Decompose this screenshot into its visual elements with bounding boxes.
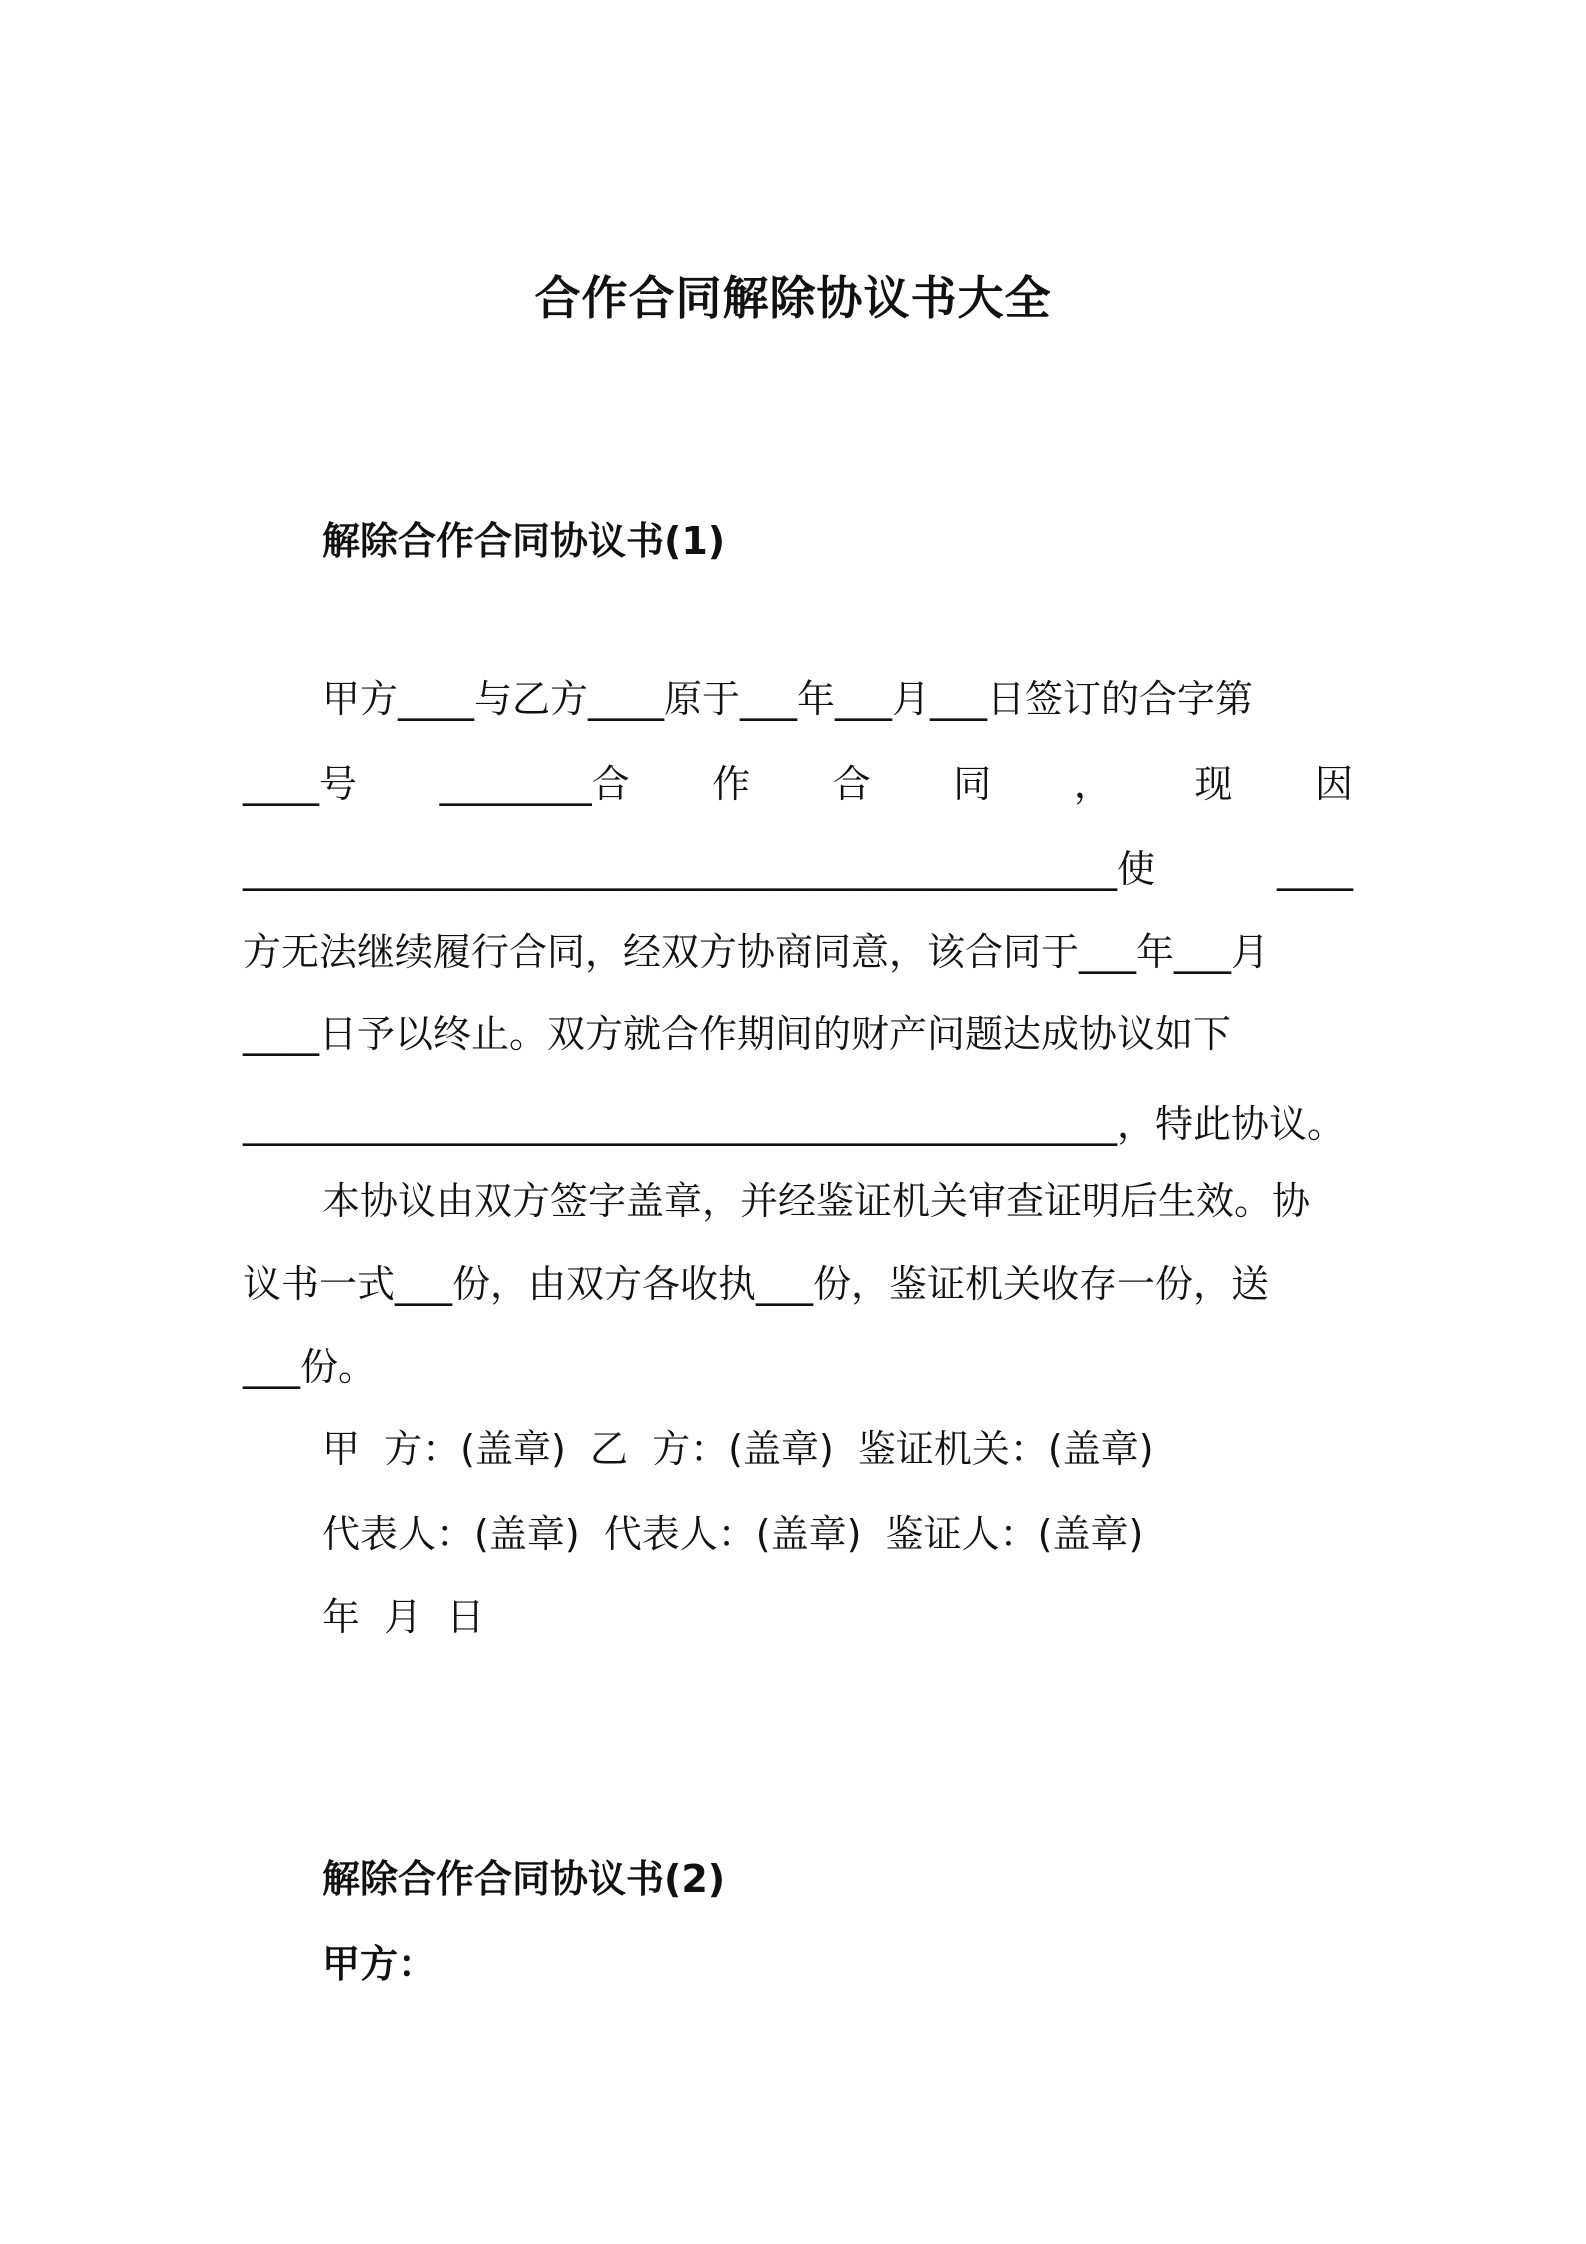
paragraph1-line2-seg: ， bbox=[1073, 762, 1112, 806]
date-line: 年 月 日 bbox=[322, 1595, 485, 1639]
paragraph1-line2-seg: 因 bbox=[1314, 762, 1353, 806]
paragraph1-line2-seg: ____号 bbox=[243, 762, 358, 806]
paragraph1-line5: ____日予以终止。双方就合作期间的财产问题达成协议如下 bbox=[243, 1012, 1232, 1056]
section1-heading: 解除合作合同协议书(1) bbox=[322, 519, 726, 563]
paragraph2-line3: ___份。 bbox=[243, 1345, 377, 1389]
paragraph1-line2-seg: 同 bbox=[953, 762, 992, 806]
section2-party-a: 甲方： bbox=[322, 1942, 437, 1986]
paragraph2-line2: 议书一式___份，由双方各收执___份，鉴证机关收存一份，送 bbox=[243, 1262, 1270, 1306]
paragraph1-line2-seg: ________合 bbox=[439, 762, 630, 806]
paragraph1-line3-seg: ____ bbox=[1277, 847, 1353, 891]
paragraph2-line1: 本协议由双方签字盖章，并经鉴证机关审查证明后生效。协 bbox=[322, 1179, 1311, 1223]
paragraph1-line2-seg: 作 bbox=[712, 762, 751, 806]
signature-line-parties: 甲 方：(盖章) 乙 方：(盖章) 鉴证机关：(盖章) bbox=[322, 1427, 1154, 1471]
paragraph1-line3 bbox=[243, 847, 1353, 891]
signature-line-representatives: 代表人：(盖章) 代表人：(盖章) 鉴证人：(盖章) bbox=[322, 1512, 1144, 1556]
paragraph1-line1: 甲方____与乙方____原于___年___月___日签订的合字第 bbox=[322, 677, 1254, 721]
document-title: 合作合同解除协议书大全 bbox=[534, 271, 1052, 325]
paragraph1-line4: 方无法继续履行合同，经双方协商同意，该合同于___年___月 bbox=[243, 930, 1270, 974]
paragraph1-line2-seg: 合 bbox=[832, 762, 871, 806]
paragraph1-line3-seg: ______________________________________________使 bbox=[243, 847, 1156, 891]
paragraph1-line2-seg: 现 bbox=[1194, 762, 1233, 806]
paragraph1-line6: ______________________________________________，特此协议。 bbox=[243, 1102, 1346, 1146]
section2-heading: 解除合作合同协议书(2) bbox=[322, 1857, 726, 1901]
paragraph1-line2 bbox=[243, 762, 1353, 806]
